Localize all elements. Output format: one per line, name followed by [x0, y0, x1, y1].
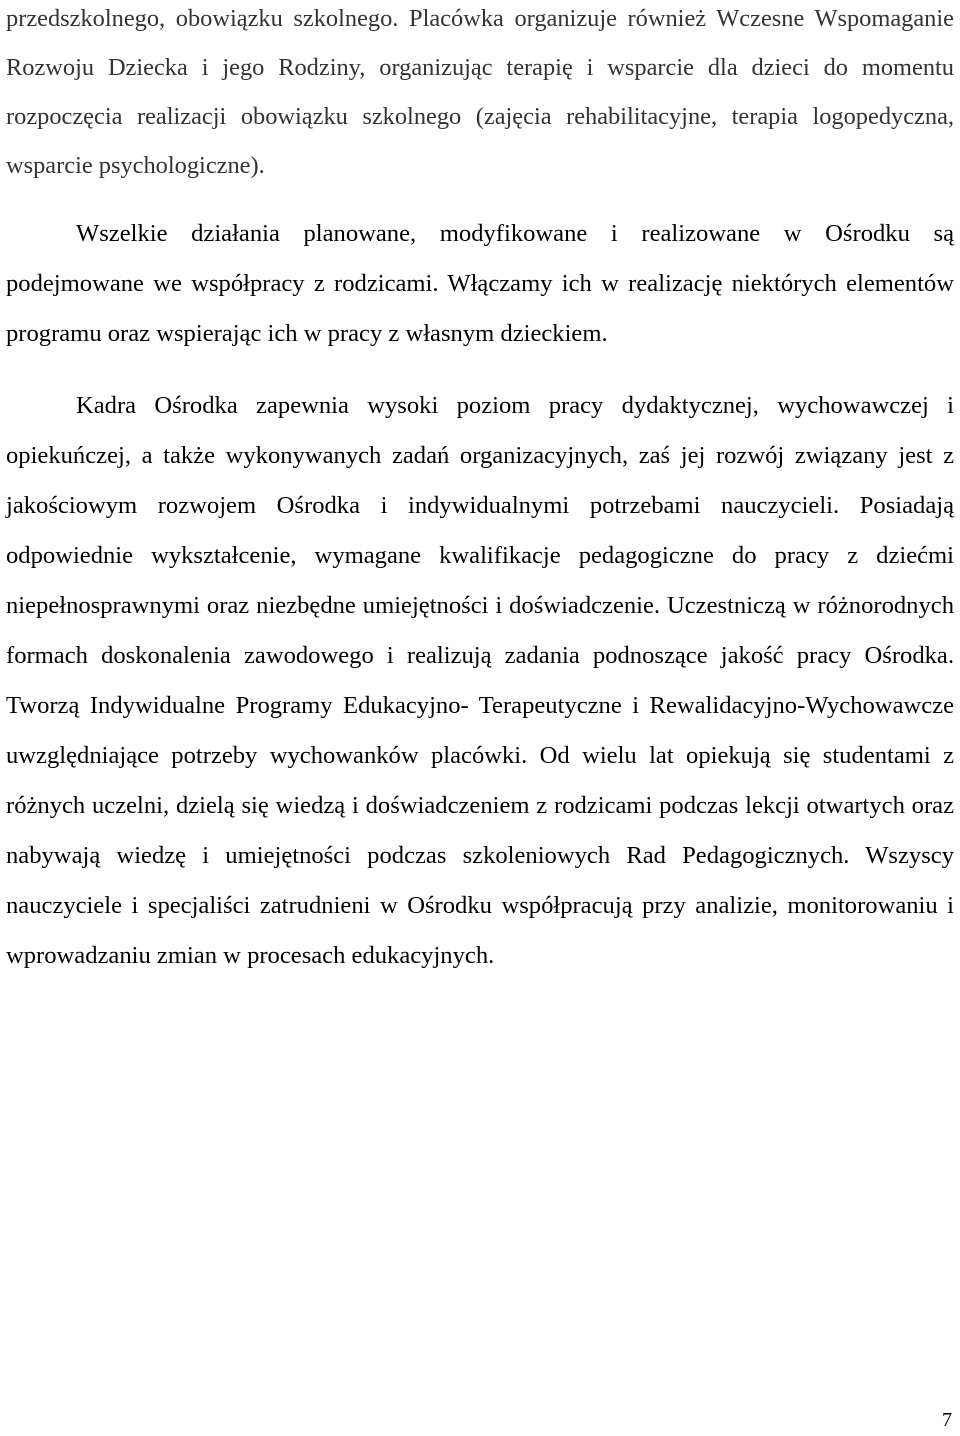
- paragraph-early-support: przedszkolnego, obowiązku szkolnego. Placówka organizuje również Wczesne Wspomaganie Rozwoju Dziecka i jego Rodziny, organizując terapię i wsparcie dla dzieci do momentu rozpoczęcia realizacji obowiązku szkolnego (zajęcia rehabilitacyjne, terapia logopedyczna, wsparcie psychologiczne).: [6, 5, 954, 179]
- paragraph-parent-cooperation: Wszelkie działania planowane, modyfikowane i realizowane w Ośrodku są podejmowane we współpracy z rodzicami. Włączamy ich w realizację niektórych elementów programu oraz wspierając ich w pracy z własnym dzieckiem.: [6, 220, 954, 347]
- paragraph-staff: Kadra Ośrodka zapewnia wysoki poziom pracy dydaktycznej, wychowawczej i opiekuńczej, a także wykonywanych zadań organizacyjnych, zaś jej rozwój związany jest z jakościowym rozwojem Ośrodka i indywidualnymi potrzebami nauczycieli. Posiadają odpowiednie wykształcenie, wymagane kwalifikacje pedagogiczne do pracy z dziećmi niepełnosprawnymi oraz niezbędne umiejętności i doświadczenie. Uczestniczą w różnorodnych formach doskonalenia zawodowego i realizują zadania podnoszące jakość pracy Ośrodka. Tworzą Indywidualne Programy Edukacyjno- Terapeutyczne i Rewalidacyjno-Wychowawcze uwzględniające potrzeby wychowanków placówki. Od wielu lat opiekują się studentami z różnych uczelni, dzielą się wiedzą i doświadczeniem z rodzicami podczas lekcji otwartych oraz nabywają wiedzę i umiejętności podczas szkoleniowych Rad Pedagogicznych. Wszyscy nauczyciele i specjaliści zatrudnieni w Ośrodku współpracują przy analizie, monitorowaniu i wprowadzaniu zmian w procesach edukacyjnych.: [6, 392, 954, 969]
- page-number: 7: [942, 1409, 952, 1431]
